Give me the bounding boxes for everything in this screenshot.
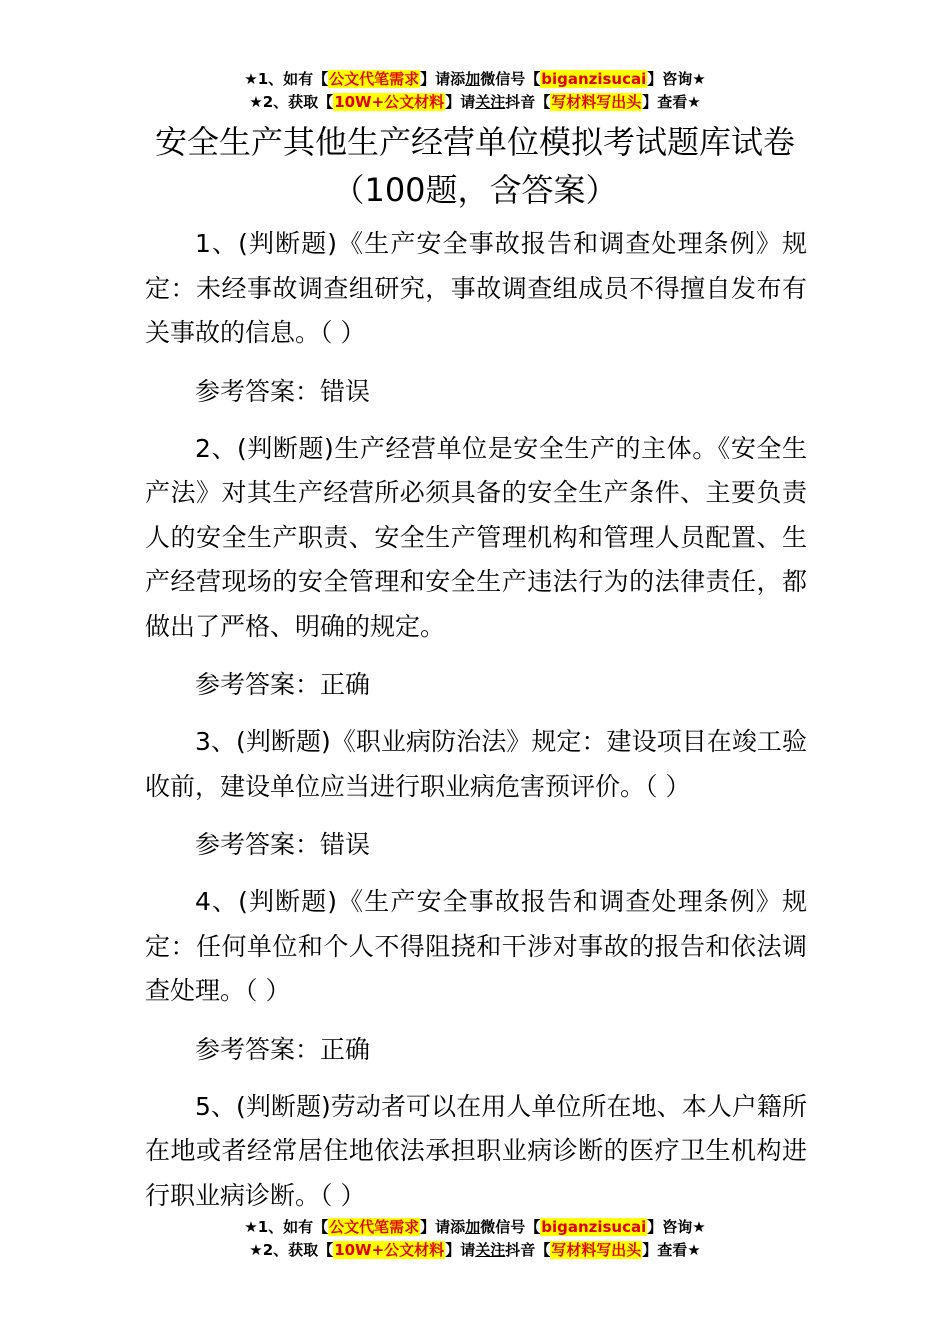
highlight-wechat-id: biganzisucai [541, 70, 647, 88]
answer-3: 参考答案：错误 [195, 830, 371, 859]
highlight-douyin: 写材料写出头 [551, 93, 642, 111]
question-list [145, 222, 807, 1236]
banner-line-2: ★2、获取【10W+公文材料】请关注抖音【写材料写出头】查看★ [249, 1241, 701, 1259]
highlight-materials: 10W+公文材料 [334, 1241, 445, 1259]
document-title: 安全生产其他生产经营单位模拟考试题库试卷（100题，含答案） [154, 123, 795, 209]
highlight-wechat-id: biganzisucai [541, 1218, 647, 1236]
highlight-service: 公文代笔需求 [329, 70, 420, 88]
footer-banner [0, 1216, 950, 1262]
banner-line-1: ★1、如有【公文代笔需求】请添加微信号【biganzisucai】咨询★ [244, 1218, 706, 1236]
answer-2: 参考答案：正确 [195, 670, 371, 699]
highlight-douyin: 写材料写出头 [551, 1241, 642, 1259]
highlight-materials: 10W+公文材料 [334, 93, 445, 111]
question-3: 3、(判断题)《职业病防治法》规定：建设项目在竣工验收前，建设单位应当进行职业病危害预评价。（ ） [145, 727, 807, 801]
question-5: 5、(判断题)劳动者可以在用人单位所在地、本人户籍所在地或者经常居住地依法承担职业病诊断的医疗卫生机构进行职业病诊断。（ ） [145, 1091, 807, 1210]
question-2: 2、(判断题)生产经营单位是安全生产的主体。《安全生产法》对其生产经营所必须具备的安全生产条件、主要负责人的安全生产职责、安全生产管理机构和管理人员配置、生产经营现场的安全管理和安全生产违法行为的法律责任，都做出了严格、明确的规定。 [145, 433, 807, 641]
banner-line-2: ★2、获取【10W+公文材料】请关注抖音【写材料写出头】查看★ [249, 93, 701, 111]
question-4: 4、(判断题)《生产安全事故报告和调查处理条例》规定：任何单位和个人不得阻挠和干涉对事故的报告和依法调查处理。（ ） [145, 887, 807, 1005]
answer-1: 参考答案：错误 [195, 376, 371, 406]
banner-line-1: ★1、如有【公文代笔需求】请添加微信号【biganzisucai】咨询★ [244, 70, 706, 88]
header-banner [0, 68, 950, 114]
answer-4: 参考答案：正确 [195, 1034, 371, 1064]
highlight-service: 公文代笔需求 [329, 1218, 420, 1236]
question-1: 1、(判断题)《生产安全事故报告和调查处理条例》规定：未经事故调查组研究，事故调查组成员不得擅自发布有关事故的信息。（ ） [145, 229, 807, 347]
